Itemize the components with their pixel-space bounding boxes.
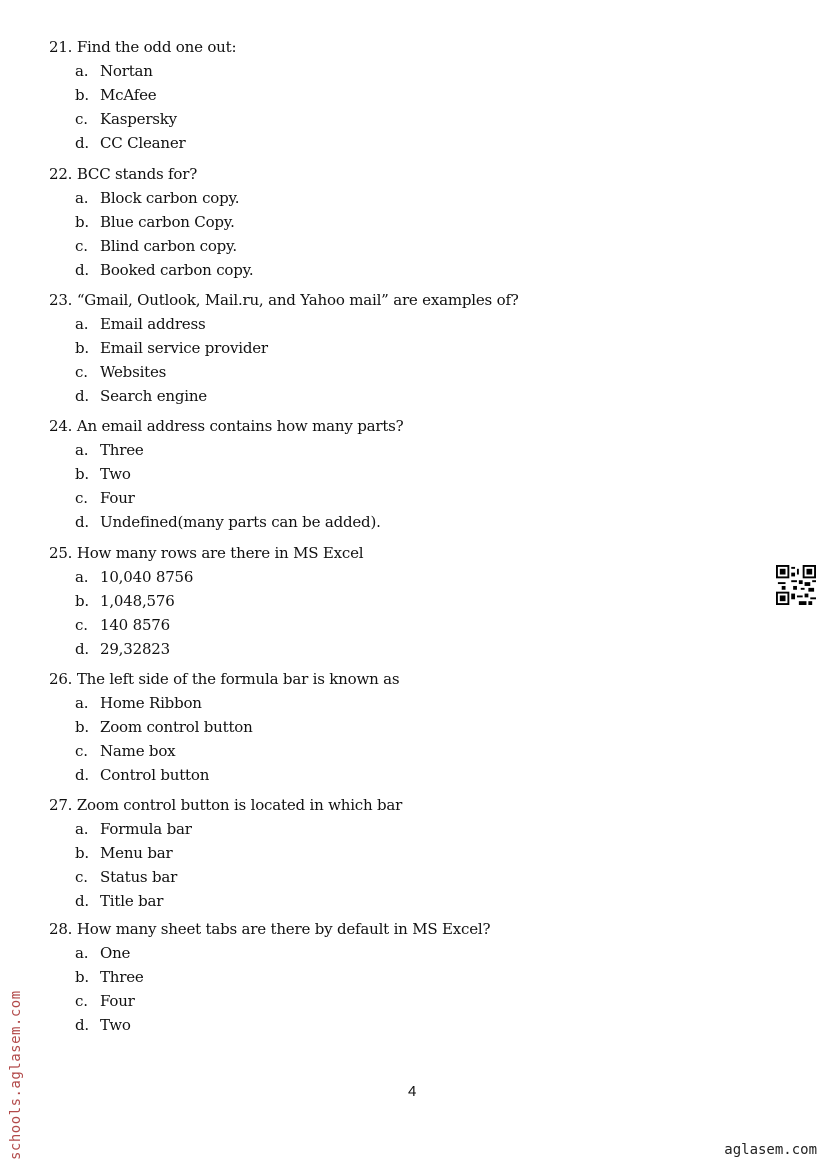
question-text: 25. How many rows are there in MS Excel — [49, 544, 364, 562]
option-text: Zoom control button — [100, 718, 253, 736]
option-item — [49, 865, 402, 889]
option-item — [49, 510, 404, 534]
option-text: Nortan — [100, 62, 153, 80]
option-letter: d. — [75, 261, 89, 279]
question-text: 26. The left side of the formula bar is known as — [49, 670, 400, 688]
option-letter: a. — [75, 944, 89, 962]
option-letter: d. — [75, 387, 89, 405]
option-text: Menu bar — [100, 844, 173, 862]
question-block — [49, 793, 402, 913]
option-text: Status bar — [100, 868, 178, 886]
option-text: Three — [100, 968, 144, 986]
option-item — [49, 438, 404, 462]
page-number: 4 — [408, 1083, 417, 1100]
option-text: 10,040 8756 — [100, 568, 194, 586]
question-block — [49, 162, 253, 282]
option-letter: a. — [75, 568, 89, 586]
option-item — [49, 817, 402, 841]
question-text: 27. Zoom control button is located in which bar — [49, 796, 403, 814]
question-text: 24. An email address contains how many parts? — [49, 417, 404, 435]
option-text: Kaspersky — [100, 110, 177, 128]
option-item — [49, 715, 399, 739]
option-item — [49, 613, 363, 637]
option-letter: c. — [75, 237, 88, 255]
option-item — [49, 462, 404, 486]
option-text: Title bar — [100, 892, 164, 910]
option-item — [49, 589, 363, 613]
option-letter: a. — [75, 820, 89, 838]
watermark-aglasem: aglasem.com — [724, 1142, 817, 1158]
question-block — [49, 288, 519, 408]
option-item — [49, 131, 236, 155]
option-letter: c. — [75, 742, 88, 760]
question-text: 22. BCC stands for? — [49, 165, 198, 183]
option-letter: c. — [75, 363, 88, 381]
option-item — [49, 486, 404, 510]
option-text: Control button — [100, 766, 210, 784]
option-letter: c. — [75, 868, 88, 886]
option-letter: a. — [75, 694, 89, 712]
option-item — [49, 312, 519, 336]
option-text: Email service provider — [100, 339, 268, 357]
option-text: Undefined(many parts can be added). — [100, 513, 381, 531]
option-item — [49, 1013, 490, 1037]
option-text: Booked carbon copy. — [100, 261, 254, 279]
option-text: CC Cleaner — [100, 134, 186, 152]
option-letter: b. — [75, 213, 89, 231]
option-item — [49, 989, 490, 1013]
option-text: Home Ribbon — [100, 694, 202, 712]
option-letter: a. — [75, 315, 89, 333]
option-text: Formula bar — [100, 820, 192, 838]
option-text: Three — [100, 441, 144, 459]
option-letter: b. — [75, 339, 89, 357]
option-text: Search engine — [100, 387, 207, 405]
option-item — [49, 637, 363, 661]
option-item — [49, 186, 253, 210]
qr-code-icon — [776, 565, 816, 605]
option-item — [49, 763, 399, 787]
option-letter: b. — [75, 718, 89, 736]
option-text: Block carbon copy. — [100, 189, 240, 207]
option-text: 29,32823 — [100, 640, 170, 658]
option-text: Two — [100, 465, 131, 483]
option-letter: a. — [75, 189, 89, 207]
option-letter: c. — [75, 110, 88, 128]
option-item — [49, 59, 236, 83]
question-block — [49, 917, 490, 1037]
question-text: 21. Find the odd one out: — [49, 38, 237, 56]
option-item — [49, 258, 253, 282]
option-text: Websites — [100, 363, 167, 381]
question-text: 23. “Gmail, Outlook, Mail.ru, and Yahoo mail” are examples of? — [49, 291, 519, 309]
watermark-schools-aglasem: schools.aglasem.com — [8, 990, 24, 1160]
option-text: 140 8576 — [100, 616, 170, 634]
option-letter: b. — [75, 465, 89, 483]
option-item — [49, 234, 253, 258]
question-block — [49, 667, 399, 787]
option-text: Blue carbon Copy. — [100, 213, 235, 231]
option-text: McAfee — [100, 86, 157, 104]
option-text: One — [100, 944, 131, 962]
option-letter: c. — [75, 489, 88, 507]
question-block — [49, 414, 404, 534]
option-text: Blind carbon copy. — [100, 237, 237, 255]
option-text: Two — [100, 1016, 131, 1034]
option-letter: a. — [75, 441, 89, 459]
option-letter: d. — [75, 134, 89, 152]
option-letter: a. — [75, 62, 89, 80]
option-item — [49, 841, 402, 865]
question-block — [49, 35, 236, 155]
question-block — [49, 541, 363, 661]
option-letter: b. — [75, 844, 89, 862]
option-item — [49, 384, 519, 408]
option-letter: b. — [75, 592, 89, 610]
option-item — [49, 889, 402, 913]
option-text: 1,048,576 — [100, 592, 175, 610]
option-text: Four — [100, 992, 135, 1010]
option-item — [49, 565, 363, 589]
option-item — [49, 691, 399, 715]
option-item — [49, 965, 490, 989]
option-item — [49, 210, 253, 234]
question-text: 28. How many sheet tabs are there by default in MS Excel? — [49, 920, 491, 938]
option-text: Email address — [100, 315, 206, 333]
option-item — [49, 941, 490, 965]
option-letter: c. — [75, 992, 88, 1010]
option-text: Four — [100, 489, 135, 507]
option-letter: b. — [75, 86, 89, 104]
option-letter: d. — [75, 892, 89, 910]
option-item — [49, 739, 399, 763]
option-item — [49, 83, 236, 107]
option-item — [49, 360, 519, 384]
option-item — [49, 336, 519, 360]
option-letter: d. — [75, 766, 89, 784]
option-item — [49, 107, 236, 131]
option-letter: d. — [75, 513, 89, 531]
option-letter: c. — [75, 616, 88, 634]
option-letter: d. — [75, 640, 89, 658]
option-letter: b. — [75, 968, 89, 986]
option-text: Name box — [100, 742, 176, 760]
option-letter: d. — [75, 1016, 89, 1034]
